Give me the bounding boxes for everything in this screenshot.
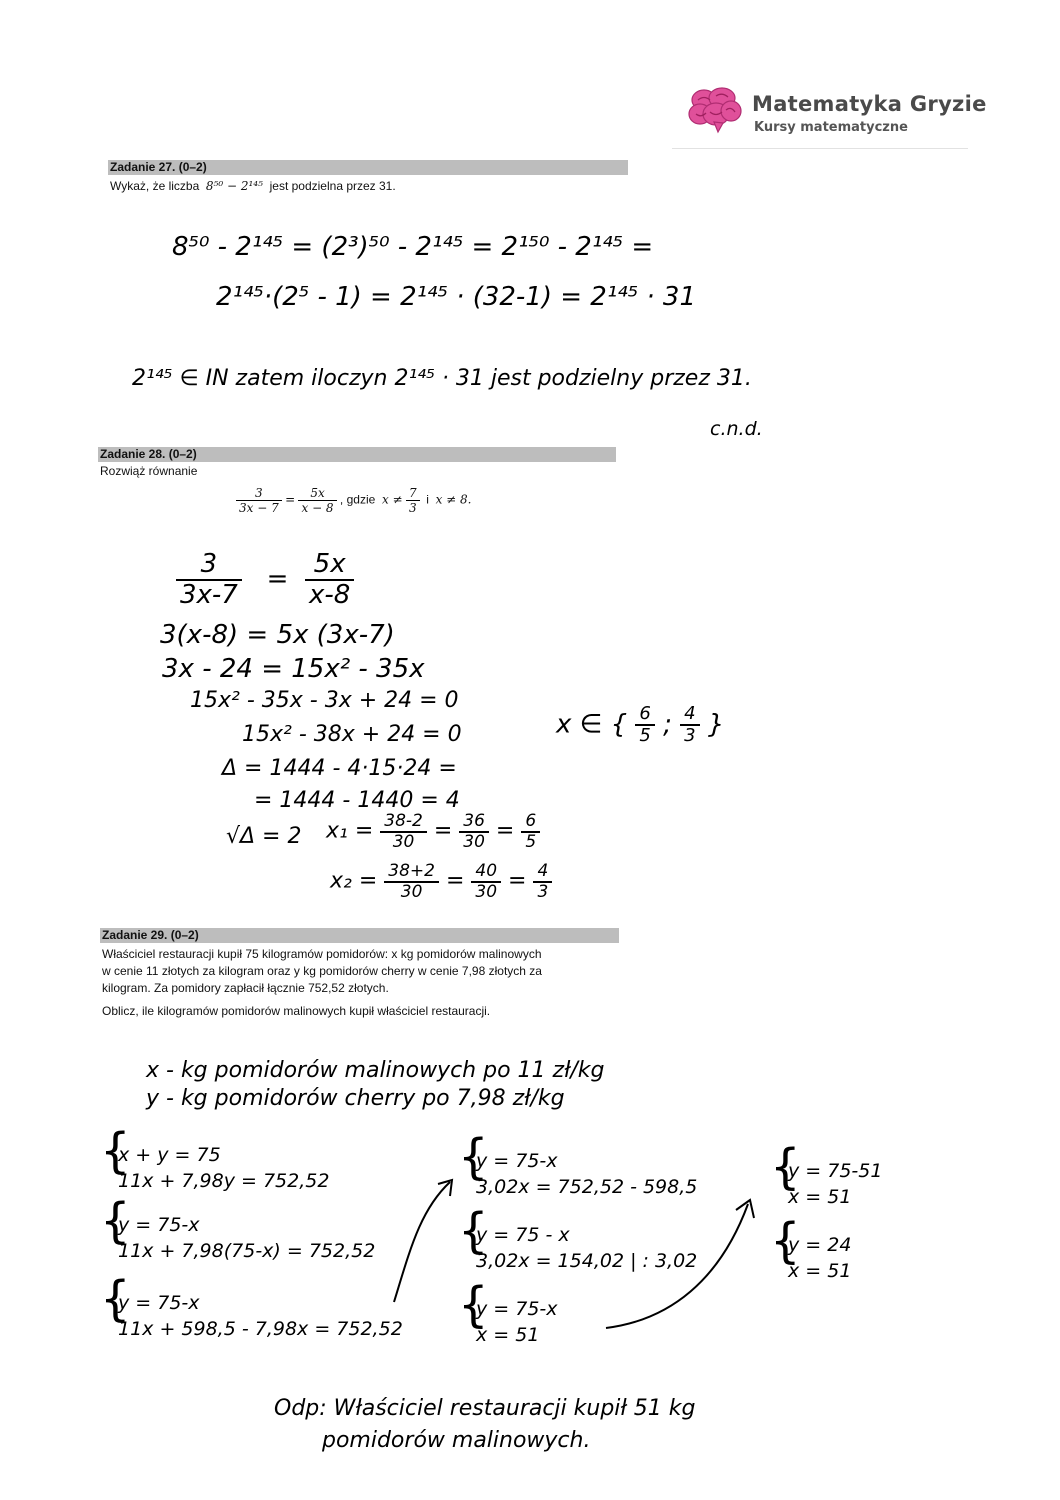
t28-x1-res <box>521 812 540 851</box>
t28-x2-res-num: 4 <box>533 862 552 883</box>
cond1-fraction <box>406 486 420 515</box>
eq-right-num: 5x <box>298 486 336 501</box>
t29-def2: y - kg pomidorów cherry po 7,98 zł/kg <box>146 1086 565 1111</box>
eq-left-num: 3 <box>236 486 282 501</box>
t28-x2-num: 38+2 <box>384 862 439 883</box>
logo-subtitle: Kursy matematyczne <box>754 120 908 135</box>
t28-ans-a-num: 6 <box>635 704 654 726</box>
t28-step3: 3x - 24 = 15x² - 35x <box>162 654 425 684</box>
task29-p4: Oblicz, ile kilogramów pomidorów malinowych kupił właściciel restauracji. <box>102 1004 491 1018</box>
t28-step1 <box>176 550 354 609</box>
t29-answer-line1: Odp: Właściciel restauracji kupił 51 kg <box>274 1396 696 1421</box>
eq-right-den: x − 8 <box>301 501 334 515</box>
t28-x2-mid <box>471 862 501 901</box>
t28-ans-b-den: 3 <box>684 724 696 746</box>
t29-sysH1: y = 24 <box>788 1234 852 1256</box>
t28-s1-left <box>176 550 242 609</box>
t28-step5: 15x² - 38x + 24 = 0 <box>242 722 462 747</box>
t29-sysC1: y = 75-x <box>118 1292 200 1314</box>
task27-prompt-after: jest podzielna przez 31. <box>269 179 396 193</box>
brain-icon <box>688 86 742 134</box>
t28-x1-den: 30 <box>392 831 415 852</box>
task29-p3: kilogram. Za pomidory zapłacił łącznie 752,52 złotych. <box>102 981 389 995</box>
cond1-num: 7 <box>406 486 420 501</box>
t28-x2: x₂ = $\frac{38+2}{30}$ = $\frac{40}{30}$ = $\frac{4}{3}$ <box>330 862 552 901</box>
eq-right-fraction <box>298 486 336 515</box>
t28-x1: x₁ = $\frac{38-2}{30}$ = $\frac{36}{30}$ = $\frac{6}{5}$ <box>326 812 540 851</box>
task27-line1: 8⁵⁰ - 2¹⁴⁵ = (2³)⁵⁰ - 2¹⁴⁵ = 2¹⁵⁰ - 2¹⁴⁵ = <box>172 232 654 262</box>
t28-x2-res-den: 3 <box>537 881 549 902</box>
t28-x2-mid-num: 40 <box>471 862 501 883</box>
t28-sqrt-delta: √Δ = 2 <box>226 824 302 849</box>
t28-s1-right-den: x-8 <box>308 579 351 610</box>
t28-x1-res-den: 5 <box>525 831 537 852</box>
task27-prompt-before: Wykaż, że liczba <box>110 179 200 193</box>
cond1-den: 3 <box>408 501 417 515</box>
t28-answer-suffix: } <box>707 709 725 740</box>
t29-sysF1: y = 75-x <box>476 1298 558 1320</box>
t29-sysF2: x = 51 <box>476 1324 540 1346</box>
arrow-icon <box>380 1170 470 1310</box>
t28-x1-label: x₁ = <box>326 818 374 844</box>
t28-answer-prefix: x ∈ { <box>556 709 628 740</box>
t29-system-e: { y = 75 - x 3,02x = 154,02 | : 3,02 <box>458 1203 698 1272</box>
t29-system-f: { y = 75-x x = 51 <box>458 1277 558 1346</box>
t28-step2: 3(x-8) = 5x (3x-7) <box>160 620 395 650</box>
logo-title: Matematyka Gryzie <box>752 92 987 116</box>
t29-system-d: { y = 75-x 3,02x = 752,52 - 598,5 <box>458 1129 698 1198</box>
eq-where: , gdzie <box>339 492 376 507</box>
task27-expression: 8⁵⁰ − 2¹⁴⁵ <box>205 179 263 193</box>
t28-ans-b-num: 4 <box>680 704 699 726</box>
t29-sysD1: y = 75-x <box>476 1150 558 1172</box>
t29-def1: x - kg pomidorów malinowych po 11 zł/kg <box>146 1058 605 1083</box>
t29-sysB2: 11x + 7,98(75-x) = 752,52 <box>118 1240 376 1262</box>
t28-x1-num: 38-2 <box>380 812 427 833</box>
t28-x1-mid <box>459 812 489 851</box>
t28-s1-left-num: 3 <box>176 550 242 581</box>
t29-sysH2: x = 51 <box>788 1260 852 1282</box>
task29-header: Zadanie 29. (0–2) <box>100 928 619 943</box>
task28-header: Zadanie 28. (0–2) <box>98 447 616 462</box>
t29-sysE1: y = 75 - x <box>476 1224 570 1246</box>
t28-x1-mid-num: 36 <box>459 812 489 833</box>
t28-x2-frac <box>384 862 439 901</box>
cond2: x ≠ 8. <box>435 492 472 507</box>
t29-sysE2: 3,02x = 154,02 | : 3,02 <box>476 1250 698 1272</box>
t29-system-g: { y = 75-51 x = 51 <box>770 1139 883 1208</box>
t29-answer-line2: pomidorów malinowych. <box>322 1428 591 1453</box>
t28-x2-den: 30 <box>400 881 423 902</box>
t28-s1-right <box>305 550 354 609</box>
t28-ans-a <box>635 704 654 746</box>
cond1-prefix: x ≠ <box>381 492 403 507</box>
task27-prompt <box>110 178 396 195</box>
arrow-icon <box>600 1190 770 1340</box>
t28-answer-set <box>556 704 724 746</box>
t28-s1-left-den: 3x-7 <box>180 579 238 610</box>
task27-conclusion: 2¹⁴⁵ ∈ IN zatem iloczyn 2¹⁴⁵ · 31 jest podzielny przez 31. <box>132 366 752 391</box>
t29-sysB1: y = 75-x <box>118 1214 200 1236</box>
cond-and: i <box>426 492 429 507</box>
t29-system-b: { y = 75-x 11x + 7,98(75-x) = 752,52 <box>100 1193 376 1262</box>
t29-sysA1: x + y = 75 <box>118 1144 221 1166</box>
eq-left-den: 3x − 7 <box>239 501 279 515</box>
t28-x2-res <box>533 862 552 901</box>
t29-system-a: { x + y = 75 11x + 7,98y = 752,52 <box>100 1123 330 1192</box>
t28-x1-res-num: 6 <box>521 812 540 833</box>
t29-sysG2: x = 51 <box>788 1186 852 1208</box>
t28-step6: Δ = 1444 - 4·15·24 = <box>222 756 457 781</box>
t28-x1-mid-den: 30 <box>463 831 485 852</box>
t28-ans-b <box>680 704 699 746</box>
t28-x1-frac <box>380 812 427 851</box>
task29-p2: w cenie 11 złotych za kilogram oraz y kg pomidorów cherry w cenie 7,98 złotych za <box>102 964 542 978</box>
eq-left-fraction <box>236 486 282 515</box>
t28-answer-sep: ; <box>663 709 672 740</box>
t29-sysC2: 11x + 598,5 - 7,98x = 752,52 <box>118 1318 403 1340</box>
task27-cnd: c.n.d. <box>710 418 763 440</box>
task29-p1: Właściciel restauracji kupił 75 kilogramów pomidorów: x kg pomidorów malinowych <box>102 947 542 961</box>
task27-header: Zadanie 27. (0–2) <box>108 160 628 175</box>
task28-prompt: Rozwiąż równanie <box>100 464 198 478</box>
t28-x2-mid-den: 30 <box>475 881 498 902</box>
t29-system-h: { y = 24 x = 51 <box>770 1213 852 1282</box>
t29-sysD2: 3,02x = 752,52 - 598,5 <box>476 1176 698 1198</box>
t28-s1-eq: = <box>266 564 289 595</box>
t28-step7: = 1444 - 1440 = 4 <box>254 788 460 813</box>
task28-equation: $\frac{3}{3x - 7}$ = $\frac{5x}{x - 8}$ , gdzie x ≠ $\frac{7}{3}$ i x ≠ 8. <box>236 486 472 515</box>
t28-x2-label: x₂ = <box>330 868 378 894</box>
t28-step4: 15x² - 35x - 3x + 24 = 0 <box>190 688 459 713</box>
task27-line2: 2¹⁴⁵·(2⁵ - 1) = 2¹⁴⁵ · (32-1) = 2¹⁴⁵ · 31 <box>216 282 696 312</box>
t28-ans-a-den: 5 <box>639 724 651 746</box>
t28-s1-right-num: 5x <box>305 550 354 581</box>
header-divider <box>672 148 968 149</box>
t29-system-c: { y = 75-x 11x + 598,5 - 7,98x = 752,52 <box>100 1271 403 1340</box>
t29-sysG1: y = 75-51 <box>788 1160 883 1182</box>
t29-sysA2: 11x + 7,98y = 752,52 <box>118 1170 330 1192</box>
